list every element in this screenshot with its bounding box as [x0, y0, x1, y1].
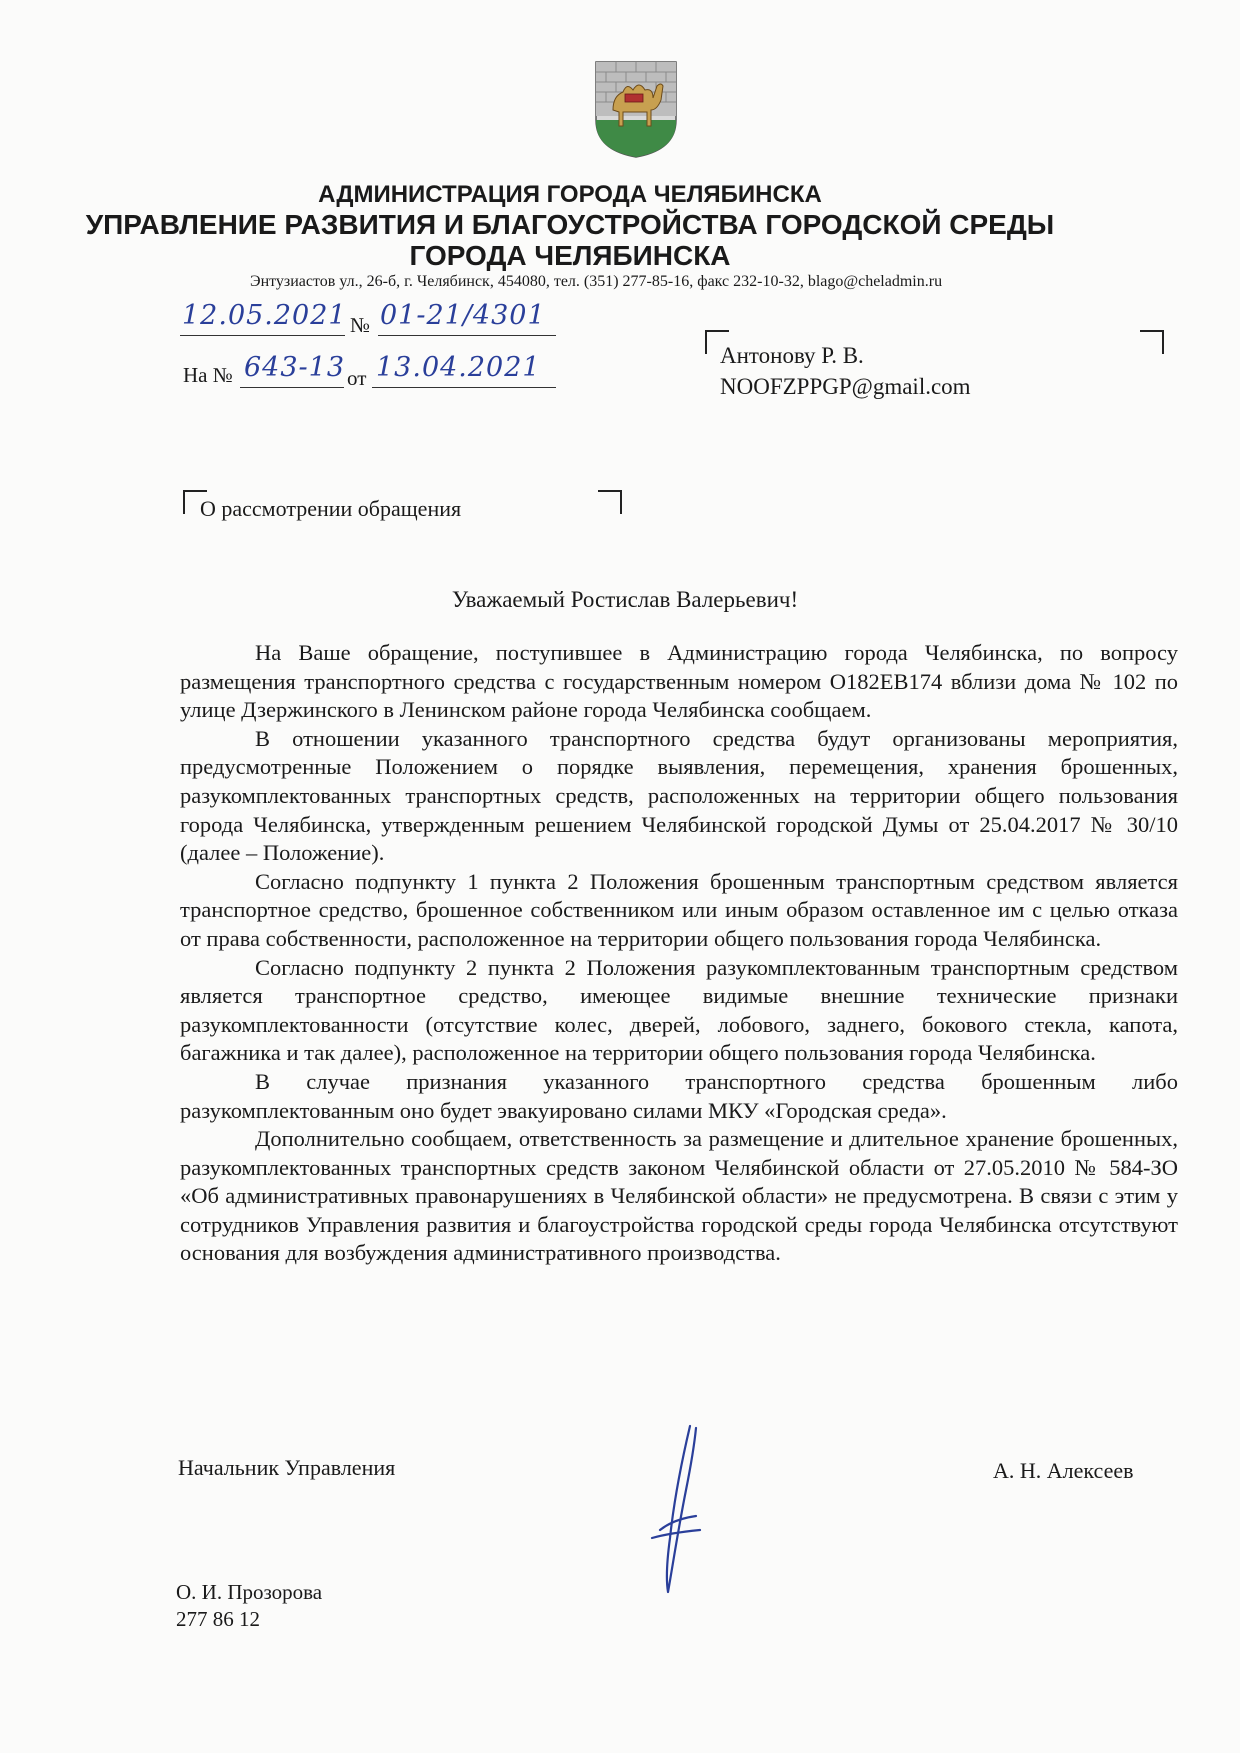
body-paragraph: Согласно подпункту 1 пункта 2 Положения брошенным транспортным средством является транспортное средство, брошенное собственником или иным образом оставленное им с целью отказа от права собственности, расположенное на территории общего пользования города Челябинска. [180, 868, 1178, 951]
subject-corner-right [598, 490, 622, 514]
outgoing-date-line [180, 335, 345, 336]
signatory-name: А. Н. Алексеев [993, 1458, 1134, 1483]
executor-phone: 277 86 12 [176, 1607, 260, 1631]
incoming-date-line [372, 387, 556, 388]
incoming-number: 643-13 [244, 352, 346, 383]
body-paragraph: В случае признания указанного транспортного средства брошенным либо разукомплектованным оно будет эвакуировано силами МКУ «Городская среда». [180, 1068, 1178, 1123]
handwritten-signature [630, 1420, 720, 1595]
outgoing-number-label: № [350, 313, 371, 337]
outgoing-date: 12.05.2021 [182, 300, 347, 331]
body-paragraph: Дополнительно сообщаем, ответственность за размещение и длительное хранение брошенных, разукомплектованных транспортных средств законом Челябинской области от 27.05.2010 № 584-ЗО «Об административных правонарушениях в Челябинской области» не предусмотрена. В связи с этим у сотрудников Управления развития и благоустройства городской среды города Челябинска отсутствуют основания для возбуждения административного производства. [180, 1126, 1178, 1266]
letter-body [180, 639, 1178, 1268]
outgoing-number: 01-21/4301 [380, 300, 546, 331]
recipient-email: NOOFZPPGP@gmail.com [720, 374, 971, 399]
signatory-position: Начальник Управления [178, 1455, 396, 1480]
incoming-date: 13.04.2021 [376, 352, 541, 383]
recipient-name: Антонову Р. В. [720, 343, 864, 368]
letter-subject: О рассмотрении обращения [200, 496, 462, 521]
department-title: УПРАВЛЕНИЕ РАЗВИТИЯ И БЛАГОУСТРОЙСТВА ГОРОДСКОЙ СРЕДЫ [85, 209, 1055, 240]
body-paragraph: В отношении указанного транспортного средства будут организованы мероприятия, предусмотренные Положением о порядке выявления, перемещения, хранения брошенных, разукомплектованных транспортных средств, расположенных на территории общего пользования города Челябинска, утвержденным решением Челябинской городской Думы от 25.04.2017 № 30/10 (далее – Положение). [180, 725, 1178, 866]
executor-name: О. И. Прозорова [176, 1580, 323, 1604]
reply-to-label: На № [183, 363, 233, 387]
coat-of-arms-emblem [591, 58, 681, 158]
body-paragraph: Согласно подпункту 2 пункта 2 Положения разукомплектованным транспортным средством является транспортное средство, имеющее видимые внешние технические признаки разукомплектованности (отсутствие колес, дверей, лобового, заднего, бокового стекла, капота, багажника и так далее), расположенное на территории общего пользования города Челябинска. [180, 954, 1178, 1066]
department-city-title: ГОРОДА ЧЕЛЯБИНСКА [409, 240, 731, 271]
body-paragraph: На Ваше обращение, поступившее в Администрацию города Челябинска, по вопросу размещения транспортного средства с государственным номером О182ЕВ174 вблизи дома № 102 по улице Дзержинского в Ленинском районе города Челябинска сообщаем. [180, 640, 1178, 723]
letterhead-contacts: Энтузиастов ул., 26-б, г. Челябинск, 454080, тел. (351) 277-85-16, факс 232-10-32, blago@cheladmin.ru [250, 273, 943, 290]
recipient-corner-right [1140, 330, 1164, 354]
outgoing-number-line [378, 335, 556, 336]
salutation: Уважаемый Ростислав Валерьевич! [451, 587, 799, 612]
incoming-number-line [240, 387, 344, 388]
from-label: от [347, 366, 367, 390]
administration-title: АДМИНИСТРАЦИЯ ГОРОДА ЧЕЛЯБИНСКА [318, 181, 822, 208]
recipient-block [720, 340, 971, 402]
